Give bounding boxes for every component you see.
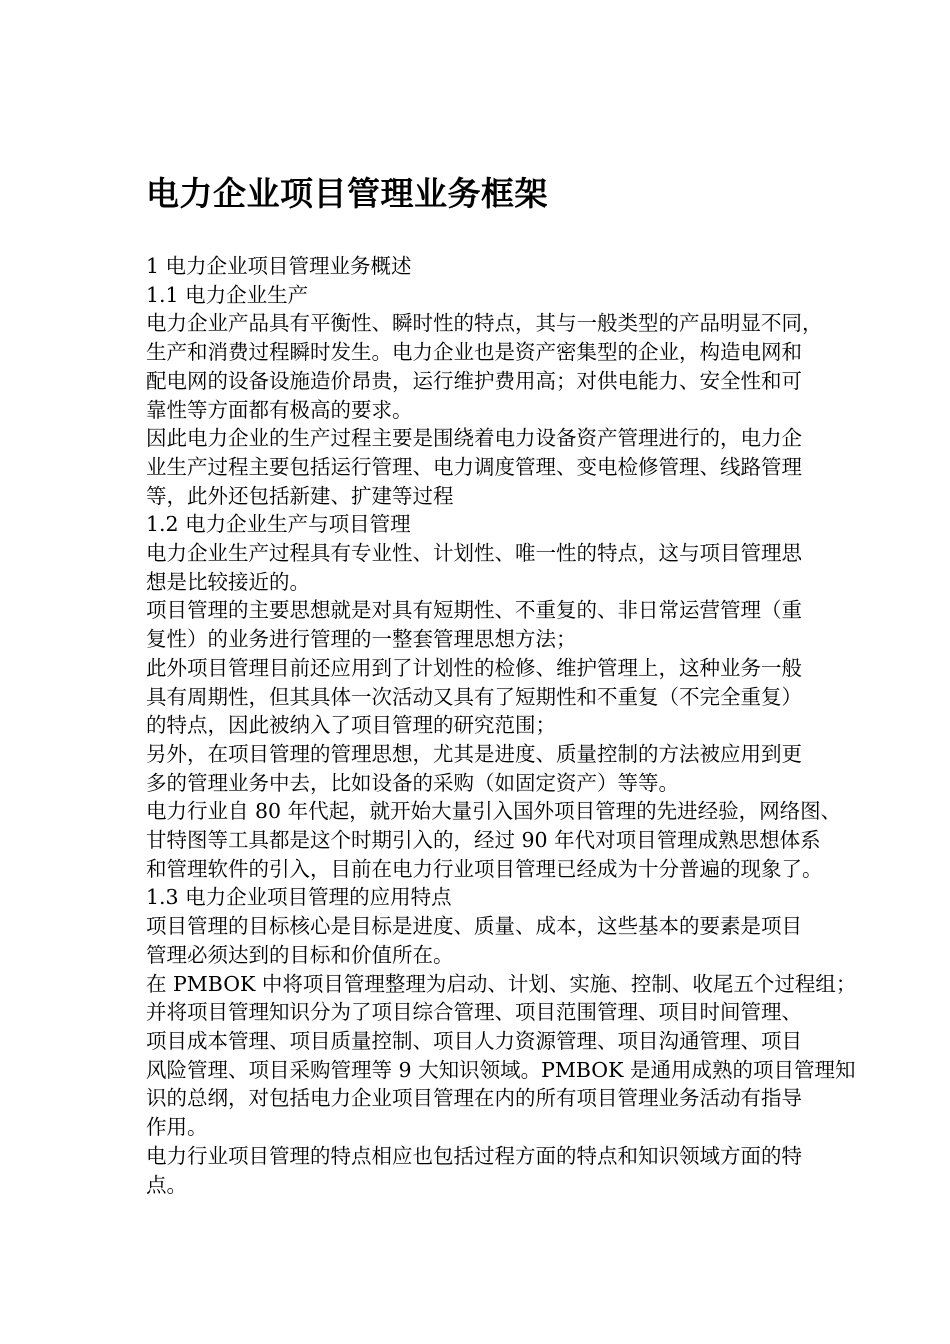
text-line: 1.2 电力企业生产与项目管理 (146, 512, 411, 537)
text-line: 靠性等方面都有极高的要求。 (146, 397, 413, 422)
text-line: 复性）的业务进行管理的一整套管理思想方法； (146, 627, 577, 652)
text-line: 电力行业自 80 年代起，就开始大量引入国外项目管理的先进经验，网络图、 (146, 799, 842, 824)
text-line: 管理必须达到的目标和价值所在。 (146, 942, 454, 967)
text-line: 此外项目管理目前还应用到了计划性的检修、维护管理上，这种业务一般 (146, 655, 802, 680)
text-line: 项目成本管理、项目质量控制、项目人力资源管理、项目沟通管理、项目 (146, 1028, 802, 1053)
text-line: 配电网的设备设施造价昂贵，运行维护费用高；对供电能力、安全性和可 (146, 368, 802, 393)
text-line: 因此电力企业的生产过程主要是围绕着电力设备资产管理进行的，电力企 (146, 426, 802, 451)
text-line: 项目管理的主要思想就是对具有短期性、不重复的、非日常运营管理（重 (146, 598, 802, 623)
text-line: 另外，在项目管理的管理思想，尤其是进度、质量控制的方法被应用到更 (146, 741, 802, 766)
text-line: 风险管理、项目采购管理等 9 大知识领域。PMBOK 是通用成熟的项目管理知 (146, 1057, 856, 1082)
text-line: 多的管理业务中去，比如设备的采购（如固定资产）等等。 (146, 770, 679, 795)
document-page (146, 168, 886, 1199)
text-line: 在 PMBOK 中将项目管理整理为启动、计划、实施、控制、收尾五个过程组； (146, 971, 857, 996)
text-line: 和管理软件的引入，目前在电力行业项目管理已经成为十分普遍的现象了。 (146, 856, 823, 881)
text-line: 业生产过程主要包括运行管理、电力调度管理、变电检修管理、线路管理 (146, 454, 802, 479)
document-title: 电力企业项目管理业务框架 (146, 174, 548, 213)
text-line: 电力企业产品具有平衡性、瞬时性的特点，其与一般类型的产品明显不同， (146, 311, 823, 336)
text-line: 具有周期性，但其具体一次活动又具有了短期性和不重复（不完全重复） (146, 684, 802, 709)
text-line: 1.3 电力企业项目管理的应用特点 (146, 885, 452, 910)
text-line: 作用。 (146, 1115, 208, 1140)
text-line: 识的总纲，对包括电力企业项目管理在内的所有项目管理业务活动有指导 (146, 1086, 802, 1111)
text-line: 并将项目管理知识分为了项目综合管理、项目范围管理、项目时间管理、 (146, 1000, 802, 1025)
text-line: 电力企业生产过程具有专业性、计划性、唯一性的特点，这与项目管理思 (146, 541, 802, 566)
text-line: 甘特图等工具都是这个时期引入的，经过 90 年代对项目管理成熟思想体系 (146, 828, 821, 853)
document-body (146, 252, 886, 1199)
text-line: 项目管理的目标核心是目标是进度、质量、成本，这些基本的要素是项目 (146, 914, 802, 939)
text-line: 生产和消费过程瞬时发生。电力企业也是资产密集型的企业，构造电网和 (146, 340, 802, 365)
text-line: 想是比较接近的。 (146, 569, 310, 594)
text-line: 电力行业项目管理的特点相应也包括过程方面的特点和知识领域方面的特 (146, 1143, 802, 1168)
text-line: 点。 (146, 1172, 187, 1197)
text-line: 1.1 电力企业生产 (146, 282, 309, 307)
text-line: 的特点，因此被纳入了项目管理的研究范围； (146, 713, 556, 738)
text-line: 等，此外还包括新建、扩建等过程 (146, 483, 454, 508)
text-line: 1 电力企业项目管理业务概述 (146, 254, 412, 278)
